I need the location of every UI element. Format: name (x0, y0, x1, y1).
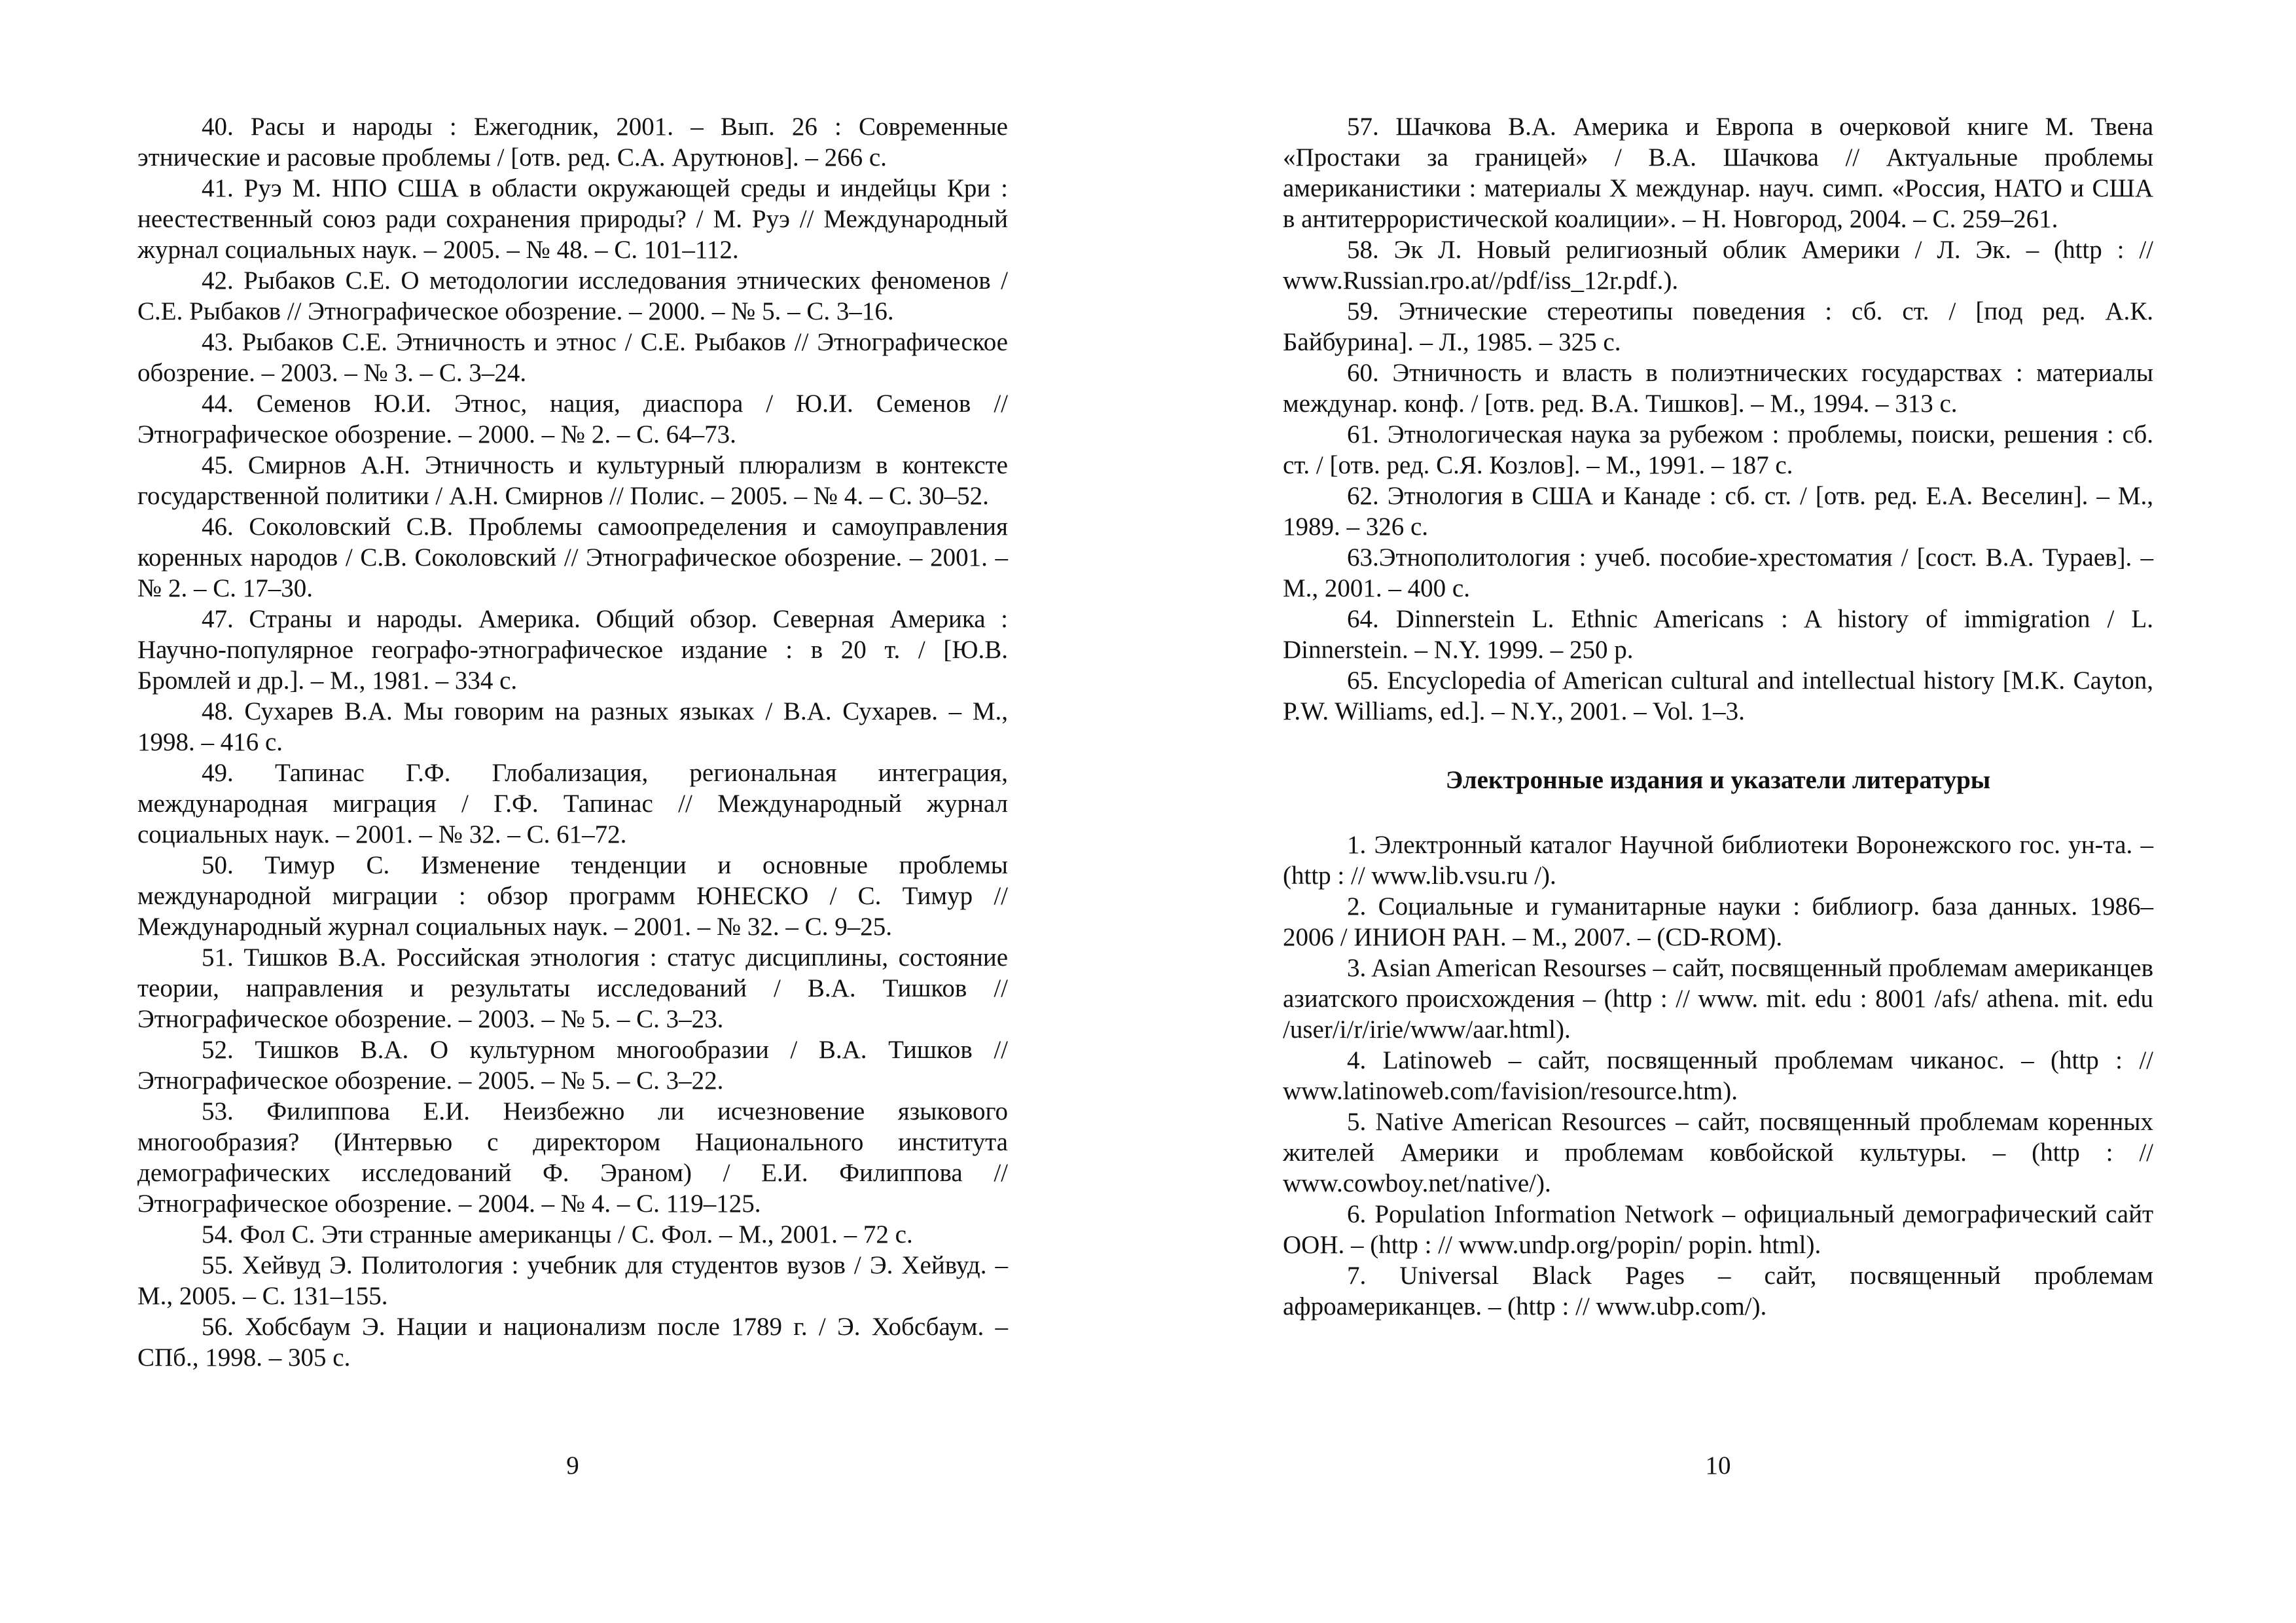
bibliography-entry: 51. Тишков В.А. Российская этнология : статус дисциплины, состояние теории, направления и результаты исследований / В.А. Тишков // Этнографическое обозрение. – 2003. – № 5. – С. 3–23. (137, 943, 1008, 1033)
bibliography-entry: 62. Этнология в США и Канаде : сб. ст. / [отв. ред. Е.А. Веселин]. – М., 1989. – 326 с. (1283, 482, 2153, 541)
electronic-resource-entry: 4. Latinoweb – сайт, посвященный проблемам чиканос. – (http : // www.latinoweb.com/favision/resource.htm). (1283, 1046, 2153, 1105)
bibliography-entry: 64. Dinnerstein L. Ethnic Americans : A history of immigration / L. Dinnerstein. – N.Y. 1999. – 250 p. (1283, 605, 2153, 664)
bibliography-entry: 63.Этнополитология : учеб. пособие-хрестоматия / [сост. В.А. Тураев]. – М., 2001. – 400 с. (1283, 543, 2153, 602)
bibliography-entry: 40. Расы и народы : Ежегодник, 2001. – Вып. 26 : Современные этнические и расовые проблемы / [отв. ред. С.А. Арутюнов]. – 266 с. (137, 113, 1008, 172)
bibliography-entry: 59. Этнические стереотипы поведения : сб. ст. / [под ред. А.К. Байбурина]. – Л., 1985. – 325 с. (1283, 297, 2153, 356)
bibliography-entry: 58. Эк Л. Новый религиозный облик Америки / Л. Эк. – (http : // www.Russian.rpo.at//pdf/iss_12r.pdf.). (1283, 236, 2153, 295)
bibliography-entry: 54. Фол С. Эти странные американцы / С. Фол. – М., 2001. – 72 с. (202, 1220, 913, 1249)
electronic-resource-entry: 2. Социальные и гуманитарные науки : библиогр. база данных. 1986–2006 / ИНИОН РАН. – М., 2007. – (CD-ROM). (1283, 892, 2153, 951)
electronic-resource-entry: 1. Электронный каталог Научной библиотеки Воронежского гос. ун-та. – (http : // www.lib.vsu.ru /). (1283, 831, 2153, 890)
bibliography-entry: 52. Тишков В.А. О культурном многообразии / В.А. Тишков // Этнографическое обозрение. – 2005. – № 5. – С. 3–22. (137, 1036, 1008, 1095)
bibliography-entry: 43. Рыбаков С.Е. Этничность и этнос / С.Е. Рыбаков // Этнографическое обозрение. – 2003. – № 3. – С. 3–24. (137, 328, 1008, 387)
electronic-resource-entry: 3. Asian American Resourses – сайт, посвященный проблемам американцев азиатского происхождения – (http : // www. mit. edu : 8001 /afs/ athena. mit. edu /user/i/r/irie/www/aar.html). (1283, 954, 2153, 1044)
bibliography-entry: 49. Тапинас Г.Ф. Глобализация, региональная интеграция, международная миграция / Г.Ф. Тапинас // Международный журнал социальных наук. – 2001. – № 32. – С. 61–72. (137, 759, 1008, 848)
bibliography-entry: 53. Филиппова Е.И. Неизбежно ли исчезновение языкового многообразия? (Интервью с директором Национального института демографических исследований Ф. Эраном) / Е.И. Филиппова // Этнографическое обозрение. – 2004. – № 4. – С. 119–125. (137, 1097, 1008, 1218)
bibliography-entry: 56. Хобсбаум Э. Нации и национализм после 1789 г. / Э. Хобсбаум. – СПб., 1998. – 305 с. (137, 1313, 1008, 1372)
bibliography-entry: 50. Тимур С. Изменение тенденции и основные проблемы международной миграции : обзор программ ЮНЕСКО / С. Тимур // Международный журнал социальных наук. – 2001. – № 32. – С. 9–25. (137, 851, 1008, 941)
electronic-resource-entry: 7. Universal Black Pages – сайт, посвященный проблемам афроамериканцев. – (http : // www.ubp.com/). (1283, 1262, 2153, 1321)
bibliography-entry: 65. Encyclopedia of American cultural and intellectual history [M.K. Cayton, P.W. Williams, ed.]. – N.Y., 2001. – Vol. 1–3. (1283, 666, 2153, 725)
bibliography-entry: 61. Этнологическая наука за рубежом : проблемы, поиски, решения : сб. ст. / [отв. ред. С.Я. Козлов]. – М., 1991. – 187 с. (1283, 420, 2153, 479)
bibliography-entry: 57. Шачкова В.А. Америка и Европа в очерковой книге М. Твена «Простаки за границей» / В.А. Шачкова // Актуальные проблемы американистики : материалы X междунар. науч. симп. «Россия, НАТО и США в антитеррористической коалиции». – Н. Новгород, 2004. – С. 259–261. (1283, 113, 2153, 233)
bibliography-entry: 42. Рыбаков С.Е. О методологии исследования этнических феноменов / С.Е. Рыбаков // Этнографическое обозрение. – 2000. – № 5. – С. 3–16. (137, 266, 1008, 325)
bibliography-entry: 60. Этничность и власть в полиэтнических государствах : материалы междунар. конф. / [отв. ред. В.А. Тишков]. – М., 1994. – 313 с. (1283, 359, 2153, 418)
bibliography-entry: 55. Хейвуд Э. Политология : учебник для студентов вузов / Э. Хейвуд. – М., 2005. – С. 131–155. (137, 1251, 1008, 1310)
bibliography-entry: 46. Соколовский С.В. Проблемы самоопределения и самоуправления коренных народов / С.В. Соколовский // Этнографическое обозрение. – 2001. – № 2. – С. 17–30. (137, 513, 1008, 602)
electronic-resource-entry: 5. Native American Resources – сайт, посвященный проблемам коренных жителей Америки и проблемам ковбойской культуры. – (http : // www.cowboy.net/native/). (1283, 1108, 2153, 1197)
bibliography-entry: 45. Смирнов А.Н. Этничность и культурный плюрализм в контексте государственной политики / А.Н. Смирнов // Полис. – 2005. – № 4. – С. 30–52. (137, 451, 1008, 510)
left-page (137, 111, 1008, 1373)
page-number: 9 (566, 1451, 579, 1480)
right-page (1283, 111, 2153, 1322)
bibliography-entry: 44. Семенов Ю.И. Этнос, нация, диаспора / Ю.И. Семенов // Этнографическое обозрение. – 2000. – № 2. – С. 64–73. (137, 390, 1008, 448)
electronic-resource-entry: 6. Population Information Network – официальный демографический сайт ООН. – (http : // www.undp.org/popin/ popin. html). (1283, 1200, 2153, 1259)
bibliography-entry: 47. Страны и народы. Америка. Общий обзор. Северная Америка : Научно-популярное географо-этнографическое издание : в 20 т. / [Ю.В. Бромлей и др.]. – М., 1981. – 334 с. (137, 605, 1008, 695)
section-heading: Электронные издания и указатели литературы (1445, 766, 1991, 794)
bibliography-entry: 48. Сухарев В.А. Мы говорим на разных языках / В.А. Сухарев. – М., 1998. – 416 с. (137, 697, 1008, 756)
bibliography-entry: 41. Руэ М. НПО США в области окружающей среды и индейцы Кри : неестественный союз ради сохранения природы? / М. Руэ // Международный журнал социальных наук. – 2005. – № 48. – С. 101–112. (137, 174, 1008, 264)
page-number: 10 (1705, 1451, 1731, 1480)
